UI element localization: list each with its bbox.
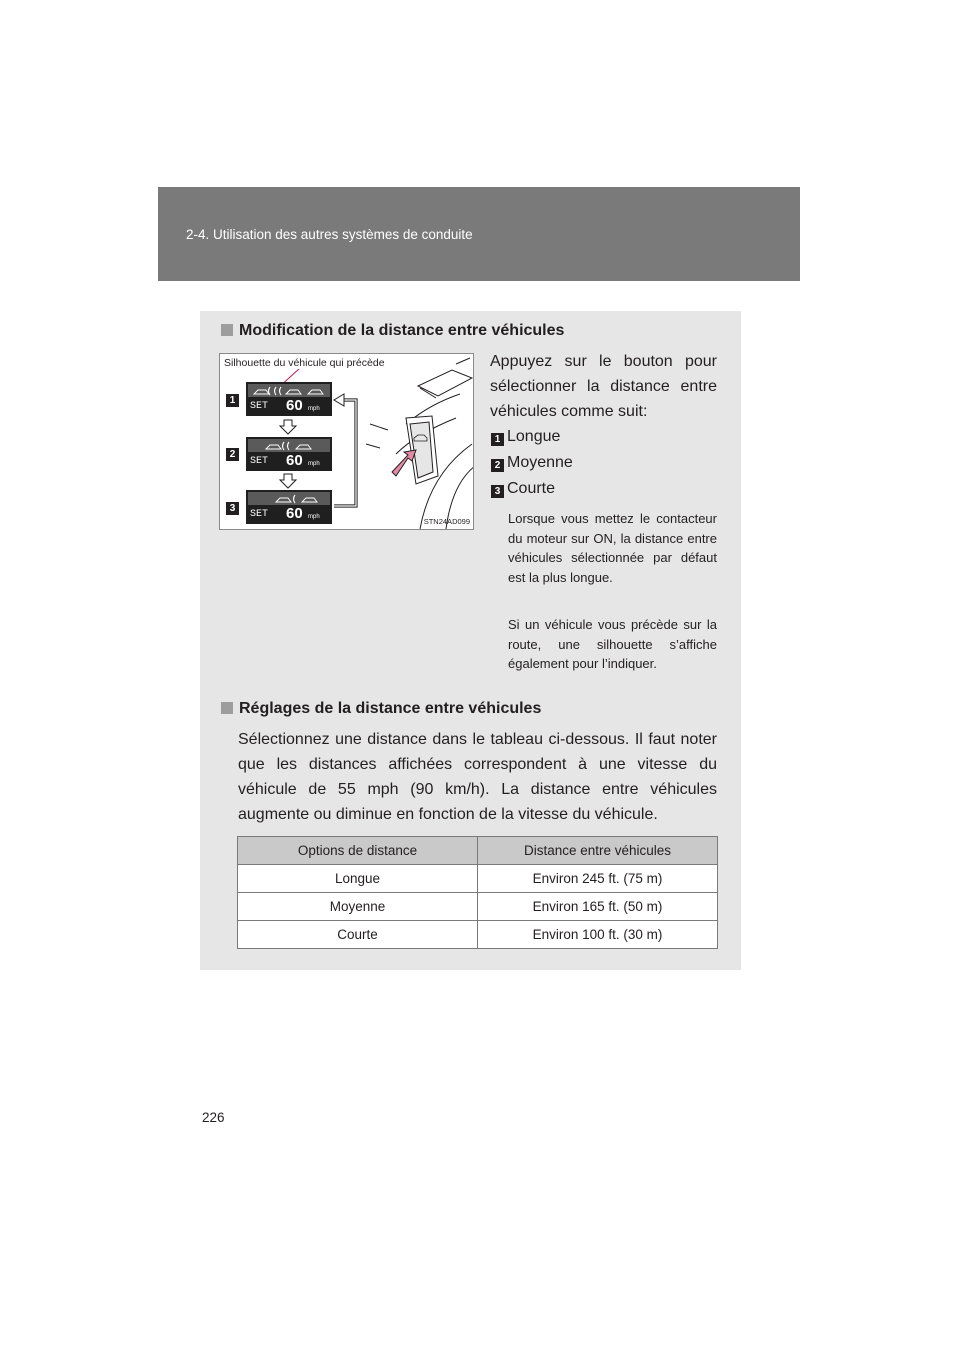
table-cell: Moyenne	[238, 893, 478, 921]
display-unit: mph	[308, 406, 320, 412]
display-unit: mph	[308, 514, 320, 520]
table-cell: Environ 165 ft. (50 m)	[478, 893, 718, 921]
option-moyenne	[491, 454, 573, 472]
figure-caption: Silhouette du véhicule qui précède	[224, 357, 385, 369]
display-set-label: SET	[250, 509, 269, 520]
illustration-drawing	[220, 354, 474, 530]
option-label: Longue	[507, 428, 561, 445]
display-set-label: SET	[250, 401, 269, 412]
table-header-cell: Options de distance	[238, 837, 478, 865]
intro-text: Appuyez sur le bouton pour sélectionner la distance entre véhicules comme suit:	[490, 353, 717, 420]
heading-square-icon	[221, 324, 233, 336]
distance-table	[237, 836, 718, 949]
table-cell: Environ 100 ft. (30 m)	[478, 921, 718, 949]
note-default-distance: Lorsque vous mettez le contacteur du moteur sur ON, la distance entre véhicules sélectionnée par défaut est la plus longue.	[508, 511, 717, 585]
table-header-cell: Distance entre véhicules	[478, 837, 718, 865]
table-cell: Environ 245 ft. (75 m)	[478, 865, 718, 893]
table-row	[238, 865, 718, 893]
display-speed: 60	[286, 452, 303, 469]
table-cell: Courte	[238, 921, 478, 949]
settings-paragraph: Sélectionnez une distance dans le tableau ci-dessous. Il faut noter que les distances affichées correspondent à une vitesse du véhicule de 55 mph (90 km/h). La distance entre véhicules augmente ou diminue en fonction de la vitesse du véhicule.	[238, 731, 717, 823]
option-longue	[491, 428, 560, 446]
section-title: 2-4. Utilisation des autres systèmes de conduite	[186, 227, 473, 242]
table-cell: Longue	[238, 865, 478, 893]
table-row	[238, 921, 718, 949]
display-speed: 60	[286, 397, 303, 414]
option-courte	[491, 480, 555, 498]
chapter-header	[158, 187, 800, 281]
option-number-badge: 2	[491, 459, 504, 472]
section2-title: Réglages de la distance entre véhicules	[239, 700, 542, 717]
step-badge-2: 2	[226, 448, 239, 461]
step-badge-3: 3	[226, 502, 239, 515]
section2-heading	[221, 700, 541, 718]
table-row	[238, 893, 718, 921]
section1-heading	[221, 322, 564, 340]
display-unit: mph	[308, 461, 320, 467]
table-header-row	[238, 837, 718, 865]
note-silhouette: Si un véhicule vous précède sur la route, une silhouette s’affiche également pour l’indiquer.	[508, 617, 717, 671]
option-number-badge: 3	[491, 485, 504, 498]
figure-code: STN24AD099	[423, 517, 470, 526]
section1-title: Modification de la distance entre véhicules	[239, 322, 565, 339]
heading-square-icon	[221, 702, 233, 714]
display-set-label: SET	[250, 456, 269, 467]
cruise-display-illustration	[219, 353, 474, 530]
step-badge-1: 1	[226, 394, 239, 407]
option-number-badge: 1	[491, 433, 504, 446]
display-speed: 60	[286, 505, 303, 522]
option-label: Moyenne	[507, 454, 573, 471]
option-label: Courte	[507, 480, 556, 497]
page-number: 226	[202, 1110, 225, 1125]
